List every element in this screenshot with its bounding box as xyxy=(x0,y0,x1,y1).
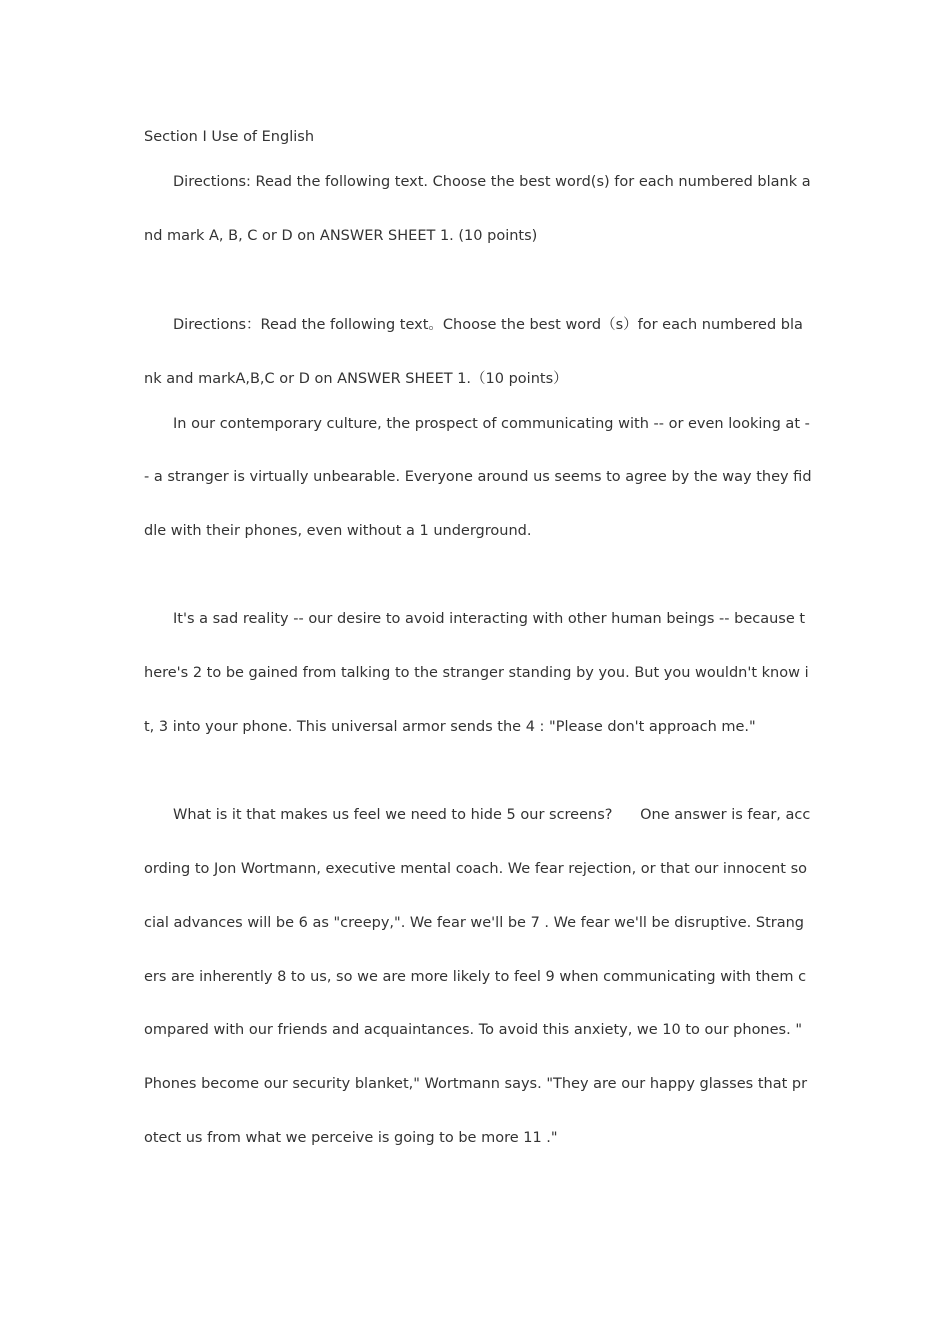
text-line: In our contemporary culture, the prospect of communicating with -- or even looking at - xyxy=(173,416,810,432)
text-line: It's a sad reality -- our desire to avoid interacting with other human beings -- because t xyxy=(173,611,806,627)
text-line: ompared with our friends and acquaintances. To avoid this anxiety, we 10 to our phones. " xyxy=(144,1022,802,1038)
text-line: cial advances will be 6 as "creepy,". We fear we'll be 7 . We fear we'll be disruptive. Strang xyxy=(144,915,804,931)
text-line: otect us from what we perceive is going to be more 11 ." xyxy=(144,1130,558,1146)
text-line: here's 2 to be gained from talking to the stranger standing by you. But you wouldn't know i xyxy=(144,665,809,681)
text-line: dle with their phones, even without a 1 underground. xyxy=(144,523,532,539)
text-line: nk and markA,B,C or D on ANSWER SHEET 1.（10 points） xyxy=(144,371,568,387)
text-line: t, 3 into your phone. This universal armor sends the 4 : "Please don't approach me." xyxy=(144,719,756,735)
text-line: ording to Jon Wortmann, executive mental coach. We fear rejection, or that our innocent so xyxy=(144,861,807,877)
text-line: What is it that makes us feel we need to hide 5 our screens? One answer is fear, acc xyxy=(173,807,811,823)
text-line: Directions：Read the following text。Choose the best word（s）for each numbered bla xyxy=(173,317,803,333)
section-title: Section Ⅰ Use of English xyxy=(144,129,315,145)
text-line: ers are inherently 8 to us, so we are more likely to feel 9 when communicating with them c xyxy=(144,969,807,985)
text-line: Phones become our security blanket," Wortmann says. "They are our happy glasses that pr xyxy=(144,1076,808,1092)
text-line: nd mark A, B, C or D on ANSWER SHEET 1. (10 points) xyxy=(144,228,538,244)
text-line: Directions: Read the following text. Choose the best word(s) for each numbered blank a xyxy=(173,174,811,190)
text-line: - a stranger is virtually unbearable. Everyone around us seems to agree by the way they fid xyxy=(144,469,812,485)
